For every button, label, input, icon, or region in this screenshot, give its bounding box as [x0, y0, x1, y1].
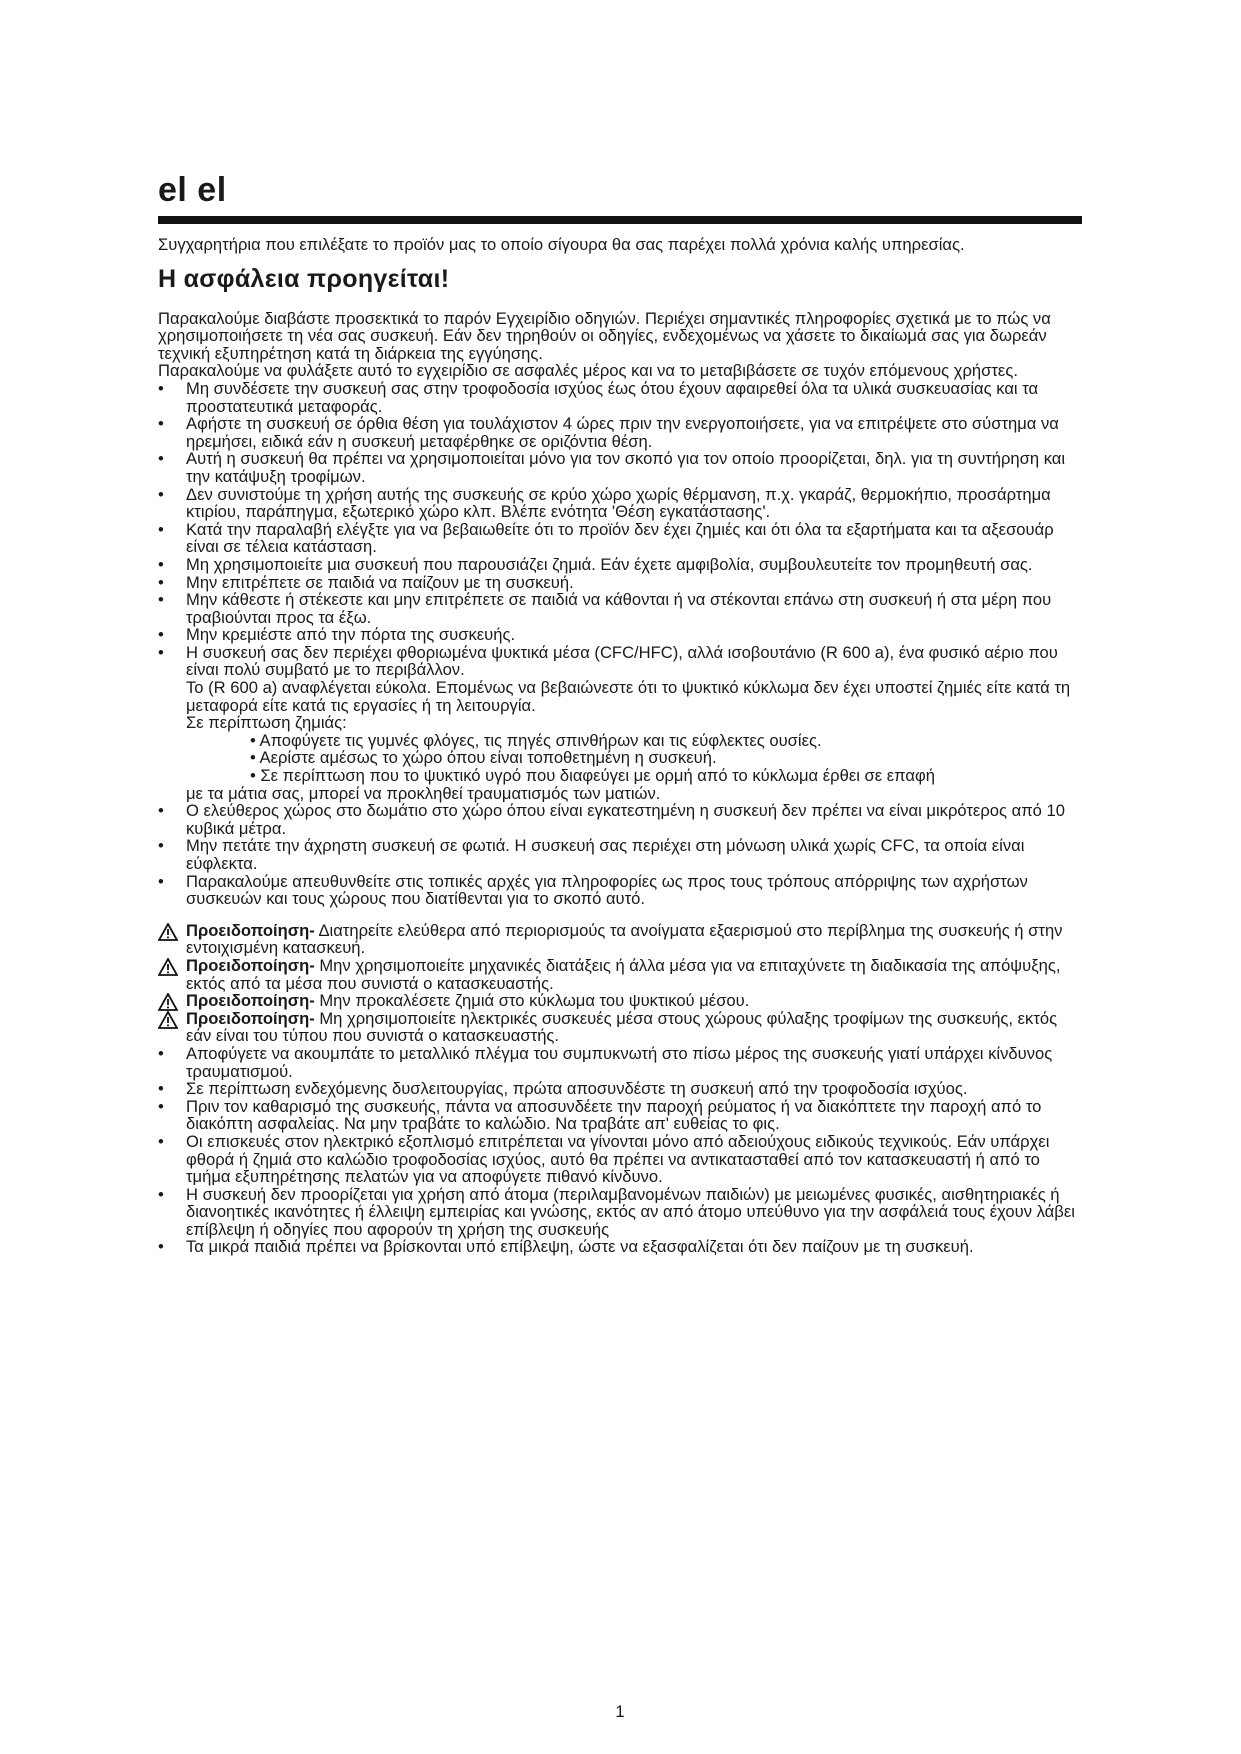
list-item: • Μη χρησιμοποιείτε μια συσκευή που παρουσιάζει ζημιά. Εάν έχετε αμφιβολία, συμβουλευτείτε τον προμηθευτή σας. [158, 554, 1033, 574]
refrigerant-main: Η συσκευή σας δεν περιέχει φθοριωμένα ψυκτικά μέσα (CFC/HFC), αλλά ισοβουτάνιο (R 600 a), ένα φυσικό αέριο που είναι πολύ συμβατό με το περιβάλλον. [186, 642, 1058, 680]
safety-paragraph-1: Παρακαλούμε διαβάστε προσεκτικά το παρόν Εγχειρίδιο οδηγιών. Περιέχει σημαντικές πληροφορίες σχετικά με το πώς να χρησιμοποιήσετε τη νέα σας συσκευή. Εάν δεν τηρηθούν οι οδηγίες, ενδεχομένως να χάσετε το δικαίωμά σας για δωρεάν τεχνική εξυπηρέτηση κατά τη διάρκεια της εγγύησης. [158, 308, 1051, 363]
bullet-marker: • [158, 572, 164, 592]
warning-label: Προειδοποίηση- [186, 920, 315, 940]
list-item: • Μην κρεμιέστε από την πόρτα της συσκευής. [158, 625, 516, 645]
room-size-text: Ο ελεύθερος χώρος στο δωμάτιο στο χώρο όπου είναι εγκατεστημένη η συσκευή δεν πρέπει να είναι μικρότερος από 10 κυβικά μέτρα. [186, 801, 1065, 838]
list-item [158, 802, 1082, 837]
warnings-block [158, 922, 1082, 1045]
bullet-marker: • [158, 1131, 164, 1151]
warning-label: Προειδοποίηση- [186, 955, 315, 975]
refrigerant-flammable: Το (R 600 a) αναφλέγεται εύκολα. Επομένως να βεβαιώνεστε ότι το ψυκτικό κύκλωμα δεν έχει υποστεί ζημιές είτε κατά τη μεταφορά είτε κατά τις εργασίες ή τη λειτουργία. [186, 678, 1071, 715]
document-page [158, 170, 1082, 1721]
bullet-list-3 [158, 1045, 1082, 1256]
list-item: • Πριν τον καθαρισμό της συσκευής, πάντα να αποσυνδέετε την παροχή ρεύματος ή να διακόπτετε την παροχή από το διακόπτη ασφαλείας. Να μην τραβάτε το καλώδιο. Να τραβάτε απ' ευθείας το φις. [158, 1096, 1042, 1134]
warning-item [158, 992, 1082, 1010]
list-item: • Δεν συνιστούμε τη χρήση αυτής της συσκευής σε κρύο χώρο χωρίς θέρμανση, π.χ. γκαράζ, θερμοκήπιο, προσάρτημα κτιρίου, παράπηγμα, εξωτερικό χώρο κλπ. Βλέπε ενότητα 'Θέση εγκατάστασης'. [158, 484, 1051, 522]
bullet-marker: • [158, 449, 164, 469]
bullet-list-2 [158, 837, 1082, 907]
warning-label: Προειδοποίηση- [186, 991, 315, 1011]
list-item: • Η συσκευή δεν προορίζεται για χρήση από άτομα (περιλαμβανομένων παιδιών) με μειωμένες φυσικές, αισθητηριακές ή διανοητικές ικανότητες ή έλλειψη εμπειρίας και γνώσης, εκτός αν από άτομο υπεύθυνο για την ασφάλειά τους έχουν λάβει επίβλεψη ή οδηγίες που αφορούν τη χρήση της συσκευής [158, 1184, 1075, 1239]
warning-triangle-icon [158, 923, 178, 941]
list-item: • Τα μικρά παιδιά πρέπει να βρίσκονται υπό επίβλεψη, ώστε να εξασφαλίζεται ότι δεν παίζουν με τη συσκευή. [158, 1237, 974, 1257]
refrigerant-subitem-continued: με τα μάτια σας, μπορεί να προκληθεί τραυματισμός των ματιών. [186, 783, 661, 803]
warning-item [158, 1010, 1082, 1045]
bullet-marker: • [158, 554, 164, 574]
list-item: • Αποφύγετε να ακουμπάτε το μεταλλικό πλέγμα του συμπυκνωτή στο πίσω μέρος της συσκευής γιατί υπάρχει κίνδυνος τραυματισμού. [158, 1043, 1053, 1081]
page-number: 1 [615, 1702, 625, 1721]
refrigerant-subitem: • Αποφύγετε τις γυμνές φλόγες, τις πηγές σπινθήρων και τις εύφλεκτες ουσίες. [250, 730, 822, 750]
bullet-marker: • [158, 378, 164, 398]
warning-label: Προειδοποίηση- [186, 1008, 315, 1028]
list-item: • Μην πετάτε την άχρηστη συσκευή σε φωτιά. Η συσκευή σας περιέχει στη μόνωση υλικά χωρίς CFC, τα οποία είναι εύφλεκτα. [158, 836, 1025, 873]
bullet-marker: • [158, 484, 164, 504]
warning-text: Μην χρησιμοποιείτε μηχανικές διατάξεις ή άλλα μέσα για να επιταχύνετε τη διαδικασία της απόψυξης, εκτός από τα μέσα που συνιστά ο κατασκευαστής. [186, 955, 1061, 993]
warning-text: Μη χρησιμοποιείτε ηλεκτρικές συσκευές μέσα στους χώρους φύλαξης τροφίμων της συσκευής, εκτός εάν είναι του τύπου που συνιστά ο κατασκευαστής. [186, 1008, 1058, 1046]
refrigerant-subitem: • Αερίστε αμέσως το χώρο όπου είναι τοποθετημένη η συσκευή. [250, 748, 717, 768]
warning-item [158, 957, 1082, 992]
bullet-marker: • [158, 625, 164, 645]
safety-paragraph-2: Παρακαλούμε να φυλάξετε αυτό το εγχειρίδιο σε ασφαλές μέρος και να το μεταβιβάσετε σε τυχόν επόμενους χρήστες. [158, 361, 1018, 381]
list-item: • Αφήστε τη συσκευή σε όρθια θέση για τουλάχιστον 4 ώρες πριν την ενεργοποιήσετε, για να επιτρέψετε στο σύστημα να ηρεμήσει, ειδικά εάν η συσκευή μεταφέρθηκε σε οριζόντια θέση. [158, 414, 1059, 451]
refrigerant-damage-label: Σε περίπτωση ζημιάς: [186, 713, 347, 733]
language-code-title: el el [158, 171, 227, 209]
warning-triangle-icon [158, 993, 178, 1011]
list-item: • Κατά την παραλαβή ελέγξτε για να βεβαιωθείτε ότι το προϊόν δεν έχει ζημιές και ότι όλα τα εξαρτήματα και τα αξεσουάρ είναι σε τέλεια κατάσταση. [158, 519, 1054, 557]
bullet-marker: • [158, 519, 164, 539]
room-size-section [158, 802, 1082, 837]
list-item [158, 644, 1082, 679]
warning-triangle-icon [158, 1011, 178, 1029]
warning-triangle-icon [158, 958, 178, 976]
bullet-marker: • [158, 414, 164, 434]
bullet-marker: • [158, 1043, 164, 1063]
list-item: • Παρακαλούμε απευθυνθείτε στις τοπικές αρχές για πληροφορίες ως προς τους τρόπους απόρριψης των αχρήστων συσκευών και τους χώρους που διατίθενται για το σκοπό αυτό. [158, 871, 1028, 909]
refrigerant-section [158, 644, 1082, 679]
list-item: • Σε περίπτωση ενδεχόμενης δυσλειτουργίας, πρώτα αποσυνδέστε τη συσκευή από την τροφοδοσία ισχύος. [158, 1079, 968, 1099]
list-item: • Μη συνδέσετε την συσκευή σας στην τροφοδοσία ισχύος έως ότου έχουν αφαιρεθεί όλα τα υλικά συσκευασίας και τα προστατευτικά μεταφοράς. [158, 378, 1039, 416]
intro-text: Συγχαρητήρια που επιλέξατε το προϊόν μας το οποίο σίγουρα θα σας παρέχει πολλά χρόνια καλής υπηρεσίας. [158, 235, 965, 254]
section-title: Η ασφάλεια προηγείται! [158, 264, 450, 293]
list-item: • Οι επισκευές στον ηλεκτρικό εξοπλισμό επιτρέπεται να γίνονται μόνο από αδειούχους ειδικούς τεχνικούς. Εάν υπάρχει φθορά ή ζημιά στο καλώδιο τροφοδοσίας ισχύος, αυτό θα πρέπει να αντικατασταθεί από τον κατασκευαστή ή από το τμήμα εξυπηρέτησης πελατών για να αποφύγετε πιθανό κίνδυνο. [158, 1131, 1050, 1187]
bullet-marker: • [158, 1096, 164, 1116]
bullet-marker: • [158, 836, 164, 856]
warning-text: Μην προκαλέσετε ζημιά στο κύκλωμα του ψυκτικού μέσου. [314, 991, 750, 1011]
bullet-list-1 [158, 380, 1082, 644]
warning-item [158, 922, 1082, 957]
list-item: • Μην κάθεστε ή στέκεστε και μην επιτρέπετε σε παιδιά να κάθονται ή να στέκονται επάνω στη συσκευή ή στα μέρη που τραβιούνται προς τα έξω. [158, 590, 1052, 627]
list-item: • Αυτή η συσκευή θα πρέπει να χρησιμοποιείται μόνο για τον σκοπό για τον οποίο προορίζεται, δηλ. για τη συντήρηση και την κατάψυξη τροφίμων. [158, 449, 1066, 486]
refrigerant-subitem: • Σε περίπτωση που το ψυκτικό υγρό που διαφεύγει με ορμή από το κύκλωμα έρθει σε επαφή [250, 766, 935, 786]
list-item: • Μην επιτρέπετε σε παιδιά να παίζουν με τη συσκευή. [158, 572, 574, 592]
title-rule [158, 216, 1082, 224]
bullet-marker: • [158, 590, 164, 610]
bullet-marker: • [158, 801, 164, 821]
bullet-marker: • [158, 871, 164, 891]
bullet-marker: • [158, 642, 164, 662]
warning-text: Διατηρείτε ελεύθερα από περιορισμούς τα ανοίγματα εξαερισμού στο περίβλημα της συσκευής ή στην εντοιχισμένη κατασκευή. [186, 920, 1063, 958]
bullet-marker: • [158, 1079, 164, 1099]
bullet-marker: • [158, 1184, 164, 1204]
bullet-marker: • [158, 1237, 164, 1257]
